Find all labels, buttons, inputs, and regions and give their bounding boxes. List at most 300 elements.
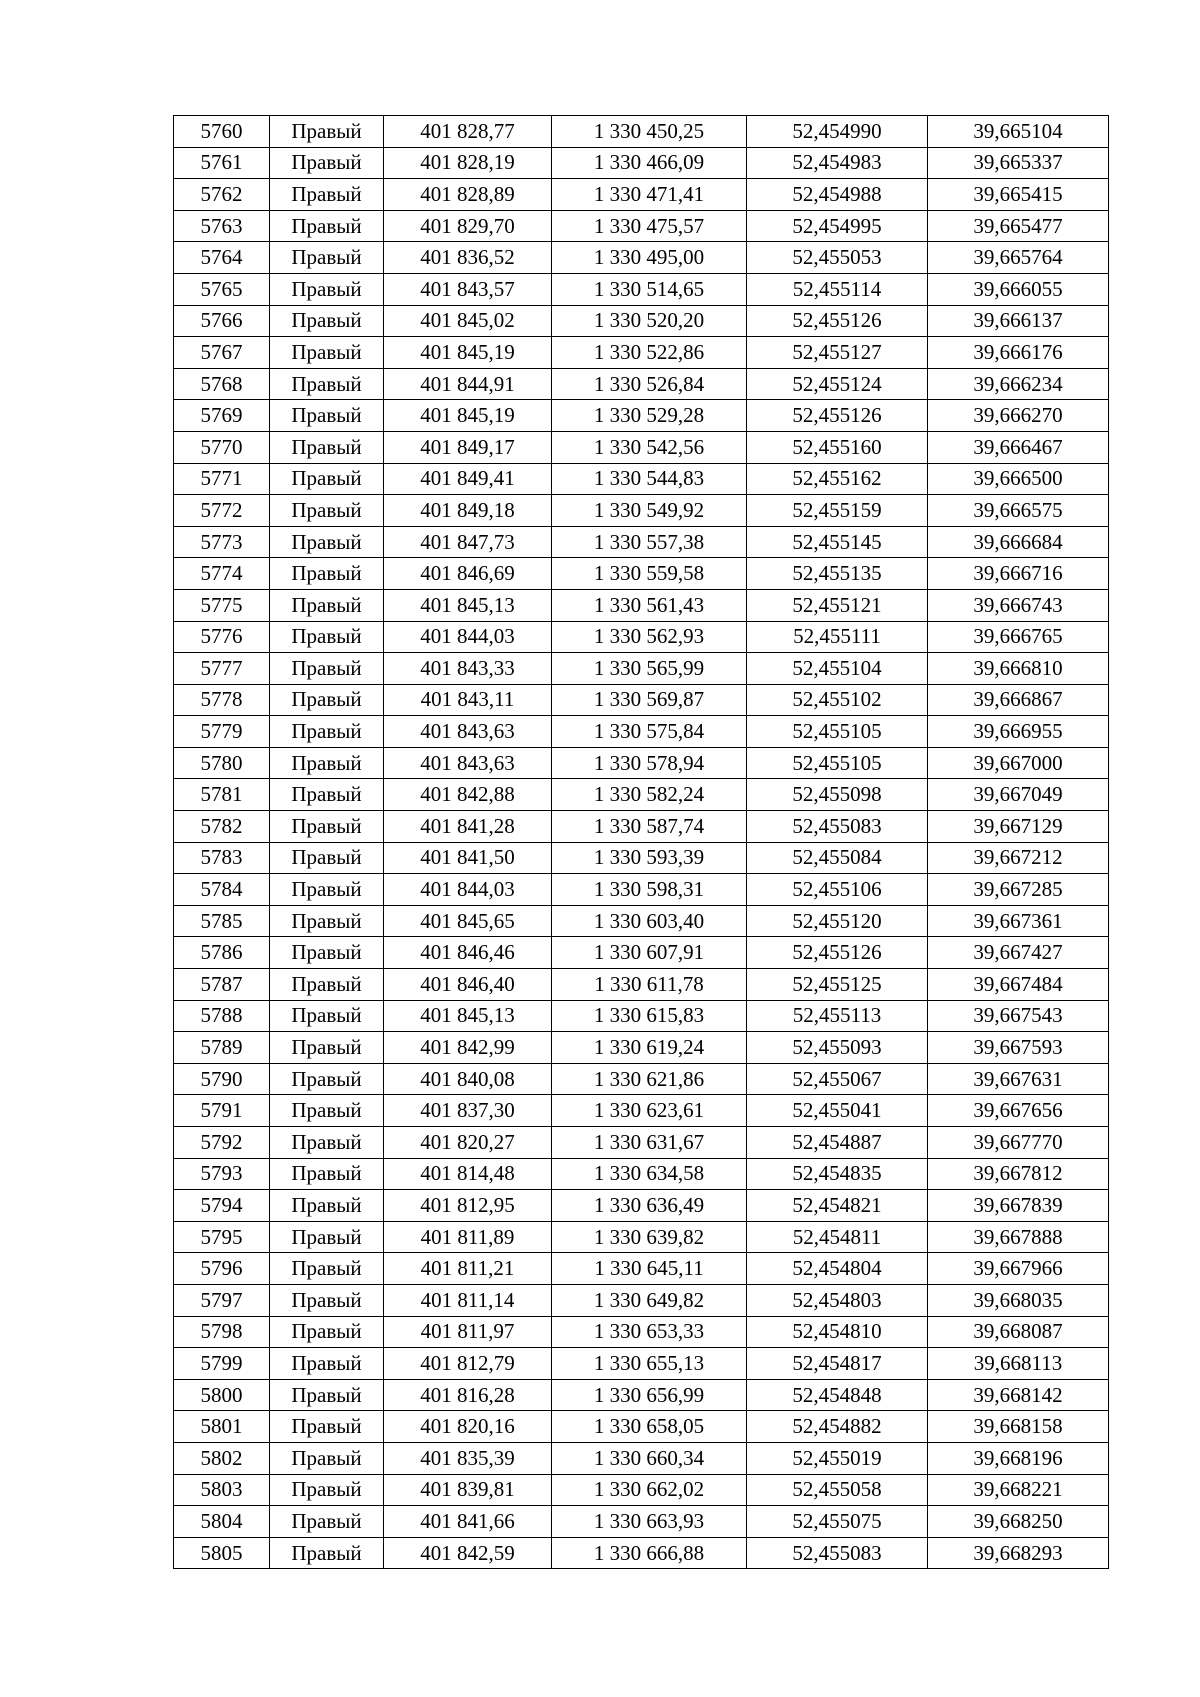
- side-cell: Правый: [270, 684, 384, 716]
- latitude-cell: 52,455019: [747, 1442, 928, 1474]
- latitude-cell: 52,455162: [747, 463, 928, 495]
- x-coordinate-cell: 401 837,30: [384, 1095, 552, 1127]
- y-coordinate-cell: 1 330 565,99: [552, 653, 747, 685]
- longitude-cell: 39,665104: [928, 116, 1109, 148]
- table-row: [174, 621, 1109, 653]
- latitude-cell: 52,455125: [747, 969, 928, 1001]
- side-cell: Правый: [270, 495, 384, 527]
- longitude-cell: 39,667000: [928, 747, 1109, 779]
- table-row: [174, 1379, 1109, 1411]
- y-coordinate-cell: 1 330 623,61: [552, 1095, 747, 1127]
- side-cell: Правый: [270, 1411, 384, 1443]
- point-number-cell: 5780: [174, 747, 270, 779]
- table-row: [174, 305, 1109, 337]
- latitude-cell: 52,454811: [747, 1221, 928, 1253]
- x-coordinate-cell: 401 845,13: [384, 589, 552, 621]
- longitude-cell: 39,667049: [928, 779, 1109, 811]
- point-number-cell: 5769: [174, 400, 270, 432]
- y-coordinate-cell: 1 330 611,78: [552, 969, 747, 1001]
- table-row: [174, 1221, 1109, 1253]
- table-row: [174, 937, 1109, 969]
- longitude-cell: 39,667484: [928, 969, 1109, 1001]
- longitude-cell: 39,666467: [928, 431, 1109, 463]
- x-coordinate-cell: 401 820,16: [384, 1411, 552, 1443]
- x-coordinate-cell: 401 849,17: [384, 431, 552, 463]
- point-number-cell: 5801: [174, 1411, 270, 1443]
- longitude-cell: 39,666684: [928, 526, 1109, 558]
- side-cell: Правый: [270, 463, 384, 495]
- x-coordinate-cell: 401 847,73: [384, 526, 552, 558]
- x-coordinate-cell: 401 842,88: [384, 779, 552, 811]
- latitude-cell: 52,455111: [747, 621, 928, 653]
- point-number-cell: 5797: [174, 1284, 270, 1316]
- side-cell: Правый: [270, 589, 384, 621]
- point-number-cell: 5770: [174, 431, 270, 463]
- side-cell: Правый: [270, 842, 384, 874]
- side-cell: Правый: [270, 1158, 384, 1190]
- point-number-cell: 5785: [174, 905, 270, 937]
- point-number-cell: 5787: [174, 969, 270, 1001]
- side-cell: Правый: [270, 937, 384, 969]
- x-coordinate-cell: 401 843,11: [384, 684, 552, 716]
- side-cell: Правый: [270, 368, 384, 400]
- y-coordinate-cell: 1 330 561,43: [552, 589, 747, 621]
- longitude-cell: 39,667361: [928, 905, 1109, 937]
- latitude-cell: 52,455084: [747, 842, 928, 874]
- side-cell: Правый: [270, 1063, 384, 1095]
- longitude-cell: 39,667770: [928, 1127, 1109, 1159]
- y-coordinate-cell: 1 330 569,87: [552, 684, 747, 716]
- table-row: [174, 368, 1109, 400]
- side-cell: Правый: [270, 653, 384, 685]
- table-row: [174, 431, 1109, 463]
- table-row: [174, 1190, 1109, 1222]
- side-cell: Правый: [270, 273, 384, 305]
- x-coordinate-cell: 401 841,50: [384, 842, 552, 874]
- longitude-cell: 39,668250: [928, 1506, 1109, 1538]
- longitude-cell: 39,667212: [928, 842, 1109, 874]
- point-number-cell: 5782: [174, 811, 270, 843]
- table-row: [174, 1442, 1109, 1474]
- table-row: [174, 1253, 1109, 1285]
- x-coordinate-cell: 401 836,52: [384, 242, 552, 274]
- latitude-cell: 52,454835: [747, 1158, 928, 1190]
- side-cell: Правый: [270, 147, 384, 179]
- y-coordinate-cell: 1 330 466,09: [552, 147, 747, 179]
- table-row: [174, 811, 1109, 843]
- longitude-cell: 39,667656: [928, 1095, 1109, 1127]
- latitude-cell: 52,455083: [747, 811, 928, 843]
- side-cell: Правый: [270, 431, 384, 463]
- longitude-cell: 39,666955: [928, 716, 1109, 748]
- point-number-cell: 5778: [174, 684, 270, 716]
- latitude-cell: 52,455127: [747, 337, 928, 369]
- point-number-cell: 5795: [174, 1221, 270, 1253]
- table-row: [174, 1537, 1109, 1569]
- y-coordinate-cell: 1 330 520,20: [552, 305, 747, 337]
- longitude-cell: 39,666743: [928, 589, 1109, 621]
- side-cell: Правый: [270, 337, 384, 369]
- side-cell: Правый: [270, 1506, 384, 1538]
- latitude-cell: 52,455145: [747, 526, 928, 558]
- point-number-cell: 5794: [174, 1190, 270, 1222]
- side-cell: Правый: [270, 1474, 384, 1506]
- longitude-cell: 39,668293: [928, 1537, 1109, 1569]
- table-row: [174, 716, 1109, 748]
- y-coordinate-cell: 1 330 660,34: [552, 1442, 747, 1474]
- longitude-cell: 39,666575: [928, 495, 1109, 527]
- y-coordinate-cell: 1 330 544,83: [552, 463, 747, 495]
- y-coordinate-cell: 1 330 549,92: [552, 495, 747, 527]
- longitude-cell: 39,665477: [928, 210, 1109, 242]
- latitude-cell: 52,455124: [747, 368, 928, 400]
- longitude-cell: 39,667427: [928, 937, 1109, 969]
- y-coordinate-cell: 1 330 656,99: [552, 1379, 747, 1411]
- latitude-cell: 52,454990: [747, 116, 928, 148]
- table-row: [174, 1158, 1109, 1190]
- side-cell: Правый: [270, 1253, 384, 1285]
- table-row: [174, 400, 1109, 432]
- point-number-cell: 5774: [174, 558, 270, 590]
- point-number-cell: 5772: [174, 495, 270, 527]
- x-coordinate-cell: 401 828,77: [384, 116, 552, 148]
- x-coordinate-cell: 401 845,19: [384, 337, 552, 369]
- table-row: [174, 842, 1109, 874]
- point-number-cell: 5789: [174, 1032, 270, 1064]
- y-coordinate-cell: 1 330 598,31: [552, 874, 747, 906]
- latitude-cell: 52,454804: [747, 1253, 928, 1285]
- latitude-cell: 52,455126: [747, 305, 928, 337]
- side-cell: Правый: [270, 179, 384, 211]
- longitude-cell: 39,667839: [928, 1190, 1109, 1222]
- longitude-cell: 39,668158: [928, 1411, 1109, 1443]
- longitude-cell: 39,666765: [928, 621, 1109, 653]
- y-coordinate-cell: 1 330 619,24: [552, 1032, 747, 1064]
- x-coordinate-cell: 401 820,27: [384, 1127, 552, 1159]
- x-coordinate-cell: 401 811,97: [384, 1316, 552, 1348]
- side-cell: Правый: [270, 1537, 384, 1569]
- latitude-cell: 52,455058: [747, 1474, 928, 1506]
- point-number-cell: 5793: [174, 1158, 270, 1190]
- latitude-cell: 52,454821: [747, 1190, 928, 1222]
- table-row: [174, 242, 1109, 274]
- side-cell: Правый: [270, 621, 384, 653]
- x-coordinate-cell: 401 811,89: [384, 1221, 552, 1253]
- point-number-cell: 5790: [174, 1063, 270, 1095]
- x-coordinate-cell: 401 811,21: [384, 1253, 552, 1285]
- latitude-cell: 52,454848: [747, 1379, 928, 1411]
- x-coordinate-cell: 401 841,28: [384, 811, 552, 843]
- latitude-cell: 52,455075: [747, 1506, 928, 1538]
- x-coordinate-cell: 401 840,08: [384, 1063, 552, 1095]
- table-row: [174, 147, 1109, 179]
- latitude-cell: 52,454887: [747, 1127, 928, 1159]
- y-coordinate-cell: 1 330 666,88: [552, 1537, 747, 1569]
- longitude-cell: 39,666055: [928, 273, 1109, 305]
- y-coordinate-cell: 1 330 475,57: [552, 210, 747, 242]
- x-coordinate-cell: 401 829,70: [384, 210, 552, 242]
- table-row: [174, 495, 1109, 527]
- y-coordinate-cell: 1 330 634,58: [552, 1158, 747, 1190]
- longitude-cell: 39,666810: [928, 653, 1109, 685]
- side-cell: Правый: [270, 558, 384, 590]
- x-coordinate-cell: 401 843,33: [384, 653, 552, 685]
- x-coordinate-cell: 401 845,02: [384, 305, 552, 337]
- longitude-cell: 39,667285: [928, 874, 1109, 906]
- y-coordinate-cell: 1 330 636,49: [552, 1190, 747, 1222]
- latitude-cell: 52,455105: [747, 716, 928, 748]
- point-number-cell: 5768: [174, 368, 270, 400]
- y-coordinate-cell: 1 330 607,91: [552, 937, 747, 969]
- latitude-cell: 52,455053: [747, 242, 928, 274]
- longitude-cell: 39,666176: [928, 337, 1109, 369]
- table-row: [174, 179, 1109, 211]
- latitude-cell: 52,455159: [747, 495, 928, 527]
- point-number-cell: 5761: [174, 147, 270, 179]
- y-coordinate-cell: 1 330 603,40: [552, 905, 747, 937]
- longitude-cell: 39,667888: [928, 1221, 1109, 1253]
- table-row: [174, 1284, 1109, 1316]
- table-row: [174, 337, 1109, 369]
- y-coordinate-cell: 1 330 522,86: [552, 337, 747, 369]
- point-number-cell: 5786: [174, 937, 270, 969]
- point-number-cell: 5760: [174, 116, 270, 148]
- x-coordinate-cell: 401 845,13: [384, 1000, 552, 1032]
- x-coordinate-cell: 401 812,79: [384, 1348, 552, 1380]
- coordinates-table-body: [174, 116, 1109, 1569]
- y-coordinate-cell: 1 330 593,39: [552, 842, 747, 874]
- point-number-cell: 5767: [174, 337, 270, 369]
- y-coordinate-cell: 1 330 582,24: [552, 779, 747, 811]
- latitude-cell: 52,454988: [747, 179, 928, 211]
- longitude-cell: 39,668196: [928, 1442, 1109, 1474]
- x-coordinate-cell: 401 846,40: [384, 969, 552, 1001]
- latitude-cell: 52,455067: [747, 1063, 928, 1095]
- side-cell: Правый: [270, 969, 384, 1001]
- latitude-cell: 52,455093: [747, 1032, 928, 1064]
- point-number-cell: 5781: [174, 779, 270, 811]
- longitude-cell: 39,667543: [928, 1000, 1109, 1032]
- point-number-cell: 5792: [174, 1127, 270, 1159]
- x-coordinate-cell: 401 846,46: [384, 937, 552, 969]
- side-cell: Правый: [270, 1284, 384, 1316]
- side-cell: Правый: [270, 779, 384, 811]
- table-row: [174, 1063, 1109, 1095]
- side-cell: Правый: [270, 1095, 384, 1127]
- x-coordinate-cell: 401 843,57: [384, 273, 552, 305]
- side-cell: Правый: [270, 1316, 384, 1348]
- table-row: [174, 1411, 1109, 1443]
- latitude-cell: 52,455160: [747, 431, 928, 463]
- latitude-cell: 52,455106: [747, 874, 928, 906]
- y-coordinate-cell: 1 330 559,58: [552, 558, 747, 590]
- x-coordinate-cell: 401 841,66: [384, 1506, 552, 1538]
- y-coordinate-cell: 1 330 631,67: [552, 1127, 747, 1159]
- y-coordinate-cell: 1 330 575,84: [552, 716, 747, 748]
- x-coordinate-cell: 401 845,19: [384, 400, 552, 432]
- x-coordinate-cell: 401 849,18: [384, 495, 552, 527]
- longitude-cell: 39,665337: [928, 147, 1109, 179]
- x-coordinate-cell: 401 816,28: [384, 1379, 552, 1411]
- side-cell: Правый: [270, 747, 384, 779]
- table-row: [174, 558, 1109, 590]
- latitude-cell: 52,455126: [747, 937, 928, 969]
- x-coordinate-cell: 401 828,89: [384, 179, 552, 211]
- side-cell: Правый: [270, 1127, 384, 1159]
- table-row: [174, 1348, 1109, 1380]
- longitude-cell: 39,666500: [928, 463, 1109, 495]
- longitude-cell: 39,666137: [928, 305, 1109, 337]
- y-coordinate-cell: 1 330 587,74: [552, 811, 747, 843]
- x-coordinate-cell: 401 814,48: [384, 1158, 552, 1190]
- point-number-cell: 5779: [174, 716, 270, 748]
- y-coordinate-cell: 1 330 450,25: [552, 116, 747, 148]
- longitude-cell: 39,668035: [928, 1284, 1109, 1316]
- y-coordinate-cell: 1 330 529,28: [552, 400, 747, 432]
- longitude-cell: 39,667966: [928, 1253, 1109, 1285]
- y-coordinate-cell: 1 330 495,00: [552, 242, 747, 274]
- table-row: [174, 116, 1109, 148]
- x-coordinate-cell: 401 845,65: [384, 905, 552, 937]
- x-coordinate-cell: 401 843,63: [384, 747, 552, 779]
- table-row: [174, 905, 1109, 937]
- longitude-cell: 39,667129: [928, 811, 1109, 843]
- x-coordinate-cell: 401 811,14: [384, 1284, 552, 1316]
- longitude-cell: 39,665415: [928, 179, 1109, 211]
- table-row: [174, 1506, 1109, 1538]
- side-cell: Правый: [270, 526, 384, 558]
- longitude-cell: 39,665764: [928, 242, 1109, 274]
- latitude-cell: 52,455113: [747, 1000, 928, 1032]
- latitude-cell: 52,455121: [747, 589, 928, 621]
- y-coordinate-cell: 1 330 649,82: [552, 1284, 747, 1316]
- latitude-cell: 52,455098: [747, 779, 928, 811]
- side-cell: Правый: [270, 1348, 384, 1380]
- side-cell: Правый: [270, 305, 384, 337]
- latitude-cell: 52,455041: [747, 1095, 928, 1127]
- latitude-cell: 52,454803: [747, 1284, 928, 1316]
- y-coordinate-cell: 1 330 653,33: [552, 1316, 747, 1348]
- point-number-cell: 5763: [174, 210, 270, 242]
- side-cell: Правый: [270, 905, 384, 937]
- latitude-cell: 52,455083: [747, 1537, 928, 1569]
- x-coordinate-cell: 401 842,99: [384, 1032, 552, 1064]
- table-row: [174, 1000, 1109, 1032]
- point-number-cell: 5764: [174, 242, 270, 274]
- latitude-cell: 52,454995: [747, 210, 928, 242]
- y-coordinate-cell: 1 330 542,56: [552, 431, 747, 463]
- y-coordinate-cell: 1 330 615,83: [552, 1000, 747, 1032]
- y-coordinate-cell: 1 330 662,02: [552, 1474, 747, 1506]
- table-row: [174, 1474, 1109, 1506]
- x-coordinate-cell: 401 849,41: [384, 463, 552, 495]
- longitude-cell: 39,668221: [928, 1474, 1109, 1506]
- y-coordinate-cell: 1 330 557,38: [552, 526, 747, 558]
- latitude-cell: 52,454817: [747, 1348, 928, 1380]
- table-row: [174, 1032, 1109, 1064]
- table-row: [174, 684, 1109, 716]
- longitude-cell: 39,666270: [928, 400, 1109, 432]
- x-coordinate-cell: 401 846,69: [384, 558, 552, 590]
- x-coordinate-cell: 401 844,03: [384, 874, 552, 906]
- table-row: [174, 1316, 1109, 1348]
- table-row: [174, 747, 1109, 779]
- side-cell: Правый: [270, 116, 384, 148]
- latitude-cell: 52,455120: [747, 905, 928, 937]
- x-coordinate-cell: 401 842,59: [384, 1537, 552, 1569]
- table-row: [174, 1095, 1109, 1127]
- longitude-cell: 39,668142: [928, 1379, 1109, 1411]
- table-row: [174, 1127, 1109, 1159]
- point-number-cell: 5773: [174, 526, 270, 558]
- table-row: [174, 210, 1109, 242]
- point-number-cell: 5784: [174, 874, 270, 906]
- point-number-cell: 5803: [174, 1474, 270, 1506]
- point-number-cell: 5766: [174, 305, 270, 337]
- point-number-cell: 5799: [174, 1348, 270, 1380]
- x-coordinate-cell: 401 844,91: [384, 368, 552, 400]
- point-number-cell: 5804: [174, 1506, 270, 1538]
- y-coordinate-cell: 1 330 514,65: [552, 273, 747, 305]
- longitude-cell: 39,666716: [928, 558, 1109, 590]
- side-cell: Правый: [270, 242, 384, 274]
- y-coordinate-cell: 1 330 526,84: [552, 368, 747, 400]
- longitude-cell: 39,668087: [928, 1316, 1109, 1348]
- y-coordinate-cell: 1 330 663,93: [552, 1506, 747, 1538]
- y-coordinate-cell: 1 330 658,05: [552, 1411, 747, 1443]
- latitude-cell: 52,454882: [747, 1411, 928, 1443]
- point-number-cell: 5788: [174, 1000, 270, 1032]
- latitude-cell: 52,454810: [747, 1316, 928, 1348]
- latitude-cell: 52,455114: [747, 273, 928, 305]
- table-row: [174, 874, 1109, 906]
- table-row: [174, 526, 1109, 558]
- y-coordinate-cell: 1 330 645,11: [552, 1253, 747, 1285]
- longitude-cell: 39,668113: [928, 1348, 1109, 1380]
- point-number-cell: 5805: [174, 1537, 270, 1569]
- point-number-cell: 5776: [174, 621, 270, 653]
- longitude-cell: 39,666234: [928, 368, 1109, 400]
- x-coordinate-cell: 401 812,95: [384, 1190, 552, 1222]
- point-number-cell: 5762: [174, 179, 270, 211]
- latitude-cell: 52,455126: [747, 400, 928, 432]
- table-row: [174, 273, 1109, 305]
- side-cell: Правый: [270, 716, 384, 748]
- table-row: [174, 779, 1109, 811]
- point-number-cell: 5771: [174, 463, 270, 495]
- latitude-cell: 52,454983: [747, 147, 928, 179]
- latitude-cell: 52,455105: [747, 747, 928, 779]
- coordinates-table: [173, 115, 1109, 1569]
- y-coordinate-cell: 1 330 639,82: [552, 1221, 747, 1253]
- side-cell: Правый: [270, 1442, 384, 1474]
- point-number-cell: 5802: [174, 1442, 270, 1474]
- table-row: [174, 589, 1109, 621]
- table-row: [174, 463, 1109, 495]
- longitude-cell: 39,666867: [928, 684, 1109, 716]
- side-cell: Правый: [270, 210, 384, 242]
- point-number-cell: 5791: [174, 1095, 270, 1127]
- point-number-cell: 5765: [174, 273, 270, 305]
- side-cell: Правый: [270, 1032, 384, 1064]
- side-cell: Правый: [270, 400, 384, 432]
- table-row: [174, 653, 1109, 685]
- y-coordinate-cell: 1 330 562,93: [552, 621, 747, 653]
- longitude-cell: 39,667593: [928, 1032, 1109, 1064]
- x-coordinate-cell: 401 839,81: [384, 1474, 552, 1506]
- point-number-cell: 5796: [174, 1253, 270, 1285]
- side-cell: Правый: [270, 1379, 384, 1411]
